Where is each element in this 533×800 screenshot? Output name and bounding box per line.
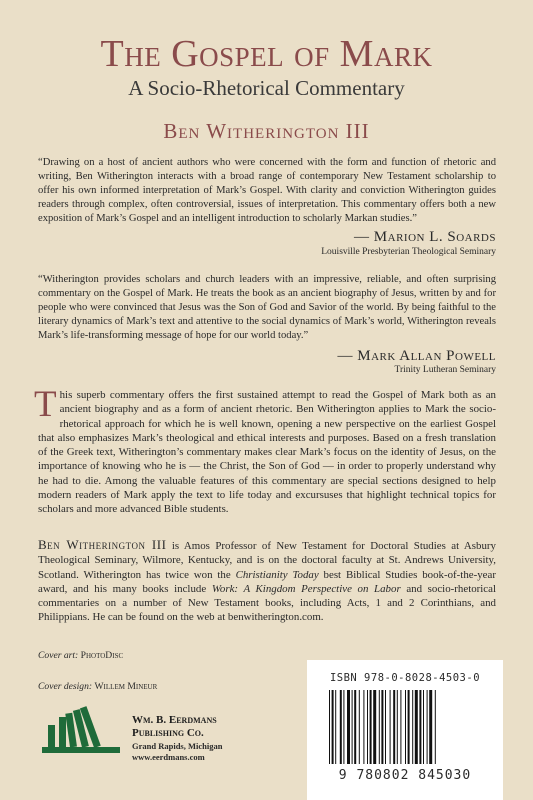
cover-art-value: PhotoDisc [80, 650, 124, 661]
barcode-number: 9 780802 845030 [338, 768, 472, 783]
cover-design-value: Willem Mineur [94, 681, 158, 692]
publisher-website: www.eerdmans.com [132, 752, 205, 762]
publisher-line-1: Wm. B. Eerdmans [132, 714, 217, 726]
endorser-name-1: — Marion L. Soards [354, 229, 496, 245]
endorsement-quote-1: “Drawing on a host of ancient authors who were concerned with the form and function of rhetoric and writing, Ben Witherington interacts with a broad range of contemporary New Testament scholarship to offer his own informed interpretation of Mark’s Gospel. With clarity and conviction Witherington guides readers through complex, often controversial, issues of interpretation. This commentary offers both a new exposition of Mark’s Gospel and an intelligent introduction to scholarly Markan studies.” [38, 157, 496, 224]
bio-text-3: and socio-rhetorical commentaries on a number of New Testament books, including Acts, 1 and 2 Corinthians, and Philippians. He can be found on the web at benwitherington.com. [38, 582, 497, 624]
barcode-icon [327, 690, 483, 764]
endorsement-quote-2: “Witherington provides scholars and church leaders with an impressive, reliable, and often surprising commentary on the Gospel of Mark. He treats the book as an ancient biography of Jesus, written by and for people who were convinced that Jesus was the Son of God and Savior of the world. By being faithful to the literary dynamics of Mark’s text and attentive to the social dynamics of Mark’s world, Witherington reveals Mark’s life-transforming message of hope for our world today.” [38, 274, 496, 341]
author-bio [38, 538, 496, 625]
book-title: The Gospel of Mark [100, 33, 433, 75]
isbn-label: ISBN 978-0-8028-4503-0 [329, 672, 481, 684]
book-description [34, 384, 496, 517]
cover-art-label: Cover art: [38, 650, 79, 661]
endorser-affiliation-2: Trinity Lutheran Seminary [394, 365, 496, 375]
endorser-name-2: — Mark Allan Powell [337, 348, 496, 364]
cover-art-credit [38, 650, 123, 661]
book-author: Ben Witherington III [163, 119, 370, 143]
eerdmans-logo-icon [40, 703, 124, 755]
book-subtitle: A Socio-Rhetorical Commentary [128, 76, 405, 100]
bio-author-name: Ben Witherington III [38, 537, 167, 552]
bio-italic-1: Christianity Today [235, 568, 319, 581]
publisher-line-2: Publishing Co. [132, 726, 204, 739]
endorser-affiliation-1: Louisville Presbyterian Theological Seminary [321, 247, 496, 257]
description-text: his superb commentary offers the first sustained attempt to read the Gospel of Mark both as an ancient biography and as a form of ancient rhetoric. Ben Witherington applies to Mark the socio-rhetorical approach for which he is well known, opening a new perspective on the earliest Gospel that also emphasizes Mark’s theological and ethical interests and purposes. Based on a fresh translation of the Greek text, Witherington’s commentary makes clear Mark’s focus on the identity of Jesus, on the importance of knowing who he is — the Christ, the Son of God — in order to properly understand why he had to die. Among the valuable features of this commentary are special sections designed to help modern readers of Mark apply the text to life today and excursuses that highlight technical topics for scholars and more advanced Bible students. [38, 389, 496, 516]
barcode-panel [307, 660, 503, 800]
cover-design-label: Cover design: [38, 681, 93, 692]
publisher-name [132, 714, 252, 739]
drop-cap: T [34, 384, 57, 425]
bio-text-2: best Biblical Studies book-of-the-year award, and his many books include [38, 568, 496, 595]
bio-text-1: is Amos Professor of New Testament for Doctoral Studies at Asbury Theological Seminary, Wilmore, Kentucky, and is on the doctoral faculty at St. Andrews University, Scotland. Witherington has twice won the [38, 540, 496, 581]
bio-italic-2: Work: A Kingdom Perspective on Labor [211, 582, 401, 595]
publisher-city: Grand Rapids, Michigan [132, 741, 223, 751]
cover-design-credit [38, 681, 157, 692]
